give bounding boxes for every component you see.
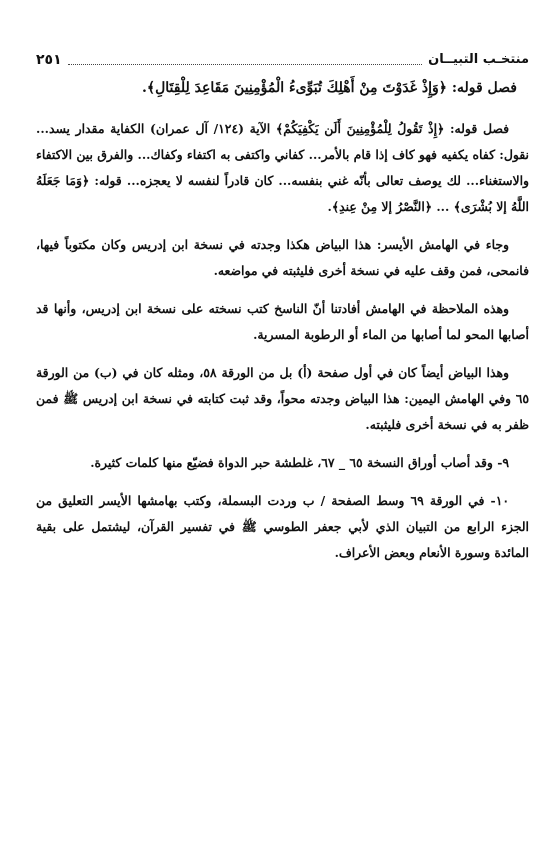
paragraph-verse-ghadawta: فصل قوله: ﴿وَإِذْ غَدَوْتَ مِنْ أَهْلِكَ تُبَوِّىءُ الْمُؤْمِنِينَ مَقَاعِدَ لِلْقِتَالِ﴾.: [142, 80, 517, 96]
page-number: ٢٥١: [36, 52, 62, 68]
paragraph-blank-space: وهذا البياض أيضاً كان في أول صفحة (أ) بل من الورقة ٥٨، ومثله كان في (ب) من الورقة ٦٥ وفي الهامش اليمين: هذا البياض وجدته محواً، وقد ثبت كتابته في نسخة ابن إدريس ﷺ فمن ظفر به في نسخة أخرى فليثبته.: [36, 365, 529, 432]
paragraph-item-9: ٩- وقد أصاب أوراق النسخة ٦٥ _ ٦٧، غلطشة حبر الدواة فضيّع منها كلمات كثيرة.: [90, 455, 509, 470]
paragraph-margin-note: وجاء في الهامش الأيسر: هذا البياض هكذا وجدته في نسخة ابن إدريس وكان مكتوباً فيها، فانمحى، فمن وقف عليه في نسخة أخرى فليثبته في مواضعه.: [36, 237, 529, 278]
book-title: منتخـب التبيــان: [428, 52, 529, 67]
paragraph-verse-tqulu: فصل قوله: ﴿إِذْ تَقُولُ لِلْمُؤْمِنِينَ أَلَن يَكْفِيَكُمْ﴾ الآية (١٢٤/ آل عمران) الكفاية مقدار يسد... نقول: كفاه يكفيه فهو كاف إذا قام بالأمر... كفاني واكتفى به اكتفاء وكفاك... والفرق بين الاكتفاء والاستغناء... لك يوصف تعالى بأنّه غني بنفسه... كان قادراً لنفسه لا يعجزه... قوله: ﴿وَمَا جَعَلَهُ اللَّهُ إلا بُشْرَى﴾ ... ﴿النَّصْرُ إلا مِنْ عِندِ﴾.: [36, 121, 529, 214]
header-dot-leader: [68, 64, 422, 65]
paragraph-copyist-note: وهذه الملاحظة في الهامش أفادتنا أنّ الناسخ كتب نسخته على نسخة ابن إدريس، وأنها قد أصابها المحو لما أصابها من الماء أو الرطوبة المسرية.: [36, 301, 529, 342]
paragraph-item-10: ١٠- في الورقة ٦٩ وسط الصفحة / ب وردت البسملة، وكتب بهامشها الأيسر التعليق من الجزء الرابع من التبيان الذي لأبي جعفر الطوسي ﷺ في تفسير القرآن، ليشتمل على بقية المائدة وسورة الأنعام وبعض الأعراف.: [36, 493, 529, 560]
document-page: [36, 50, 529, 830]
running-header: [36, 50, 529, 70]
